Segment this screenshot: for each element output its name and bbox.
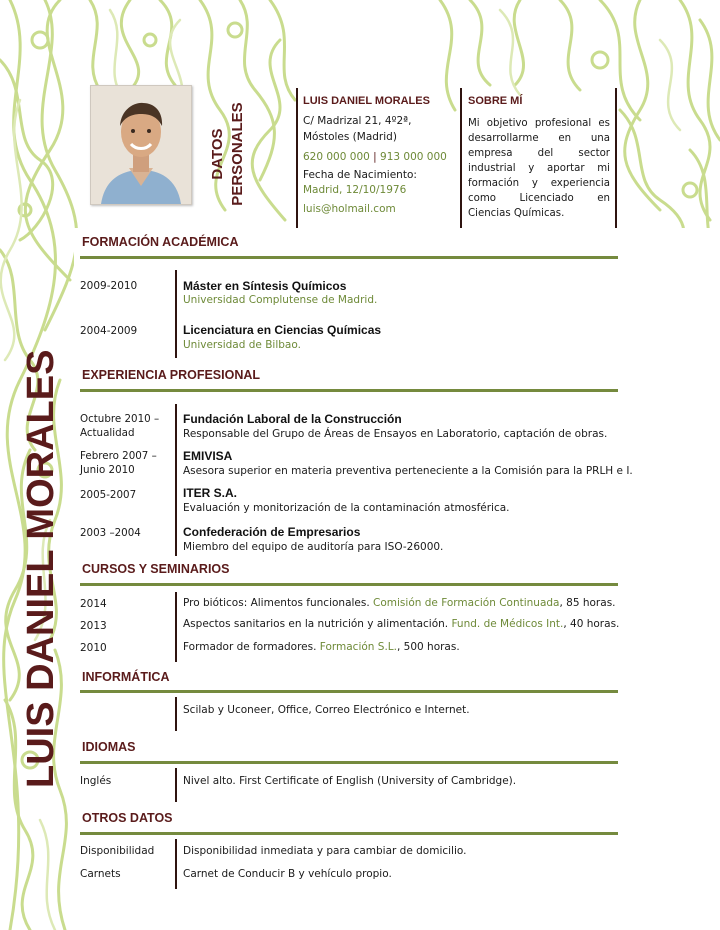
experience-desc-2: Asesora superior en materia preventiva perteneciente a la Comisión para la PRLH e I. [183, 465, 633, 477]
other-text-2: Carnet de Conducir B y vehículo propio. [183, 868, 392, 880]
it-text: Scilab y Uconeer, Office, Correo Electrónico e Internet. [183, 704, 470, 716]
birth-label: Fecha de Nacimiento: [303, 169, 417, 181]
language-text: Nivel alto. First Certificate of English (University of Cambridge). [183, 775, 517, 787]
course-tail-3: , 500 horas. [396, 641, 460, 653]
it-rule [80, 690, 618, 693]
experience-date-4 [80, 526, 141, 540]
languages-rule [80, 761, 618, 764]
experience-date-2-end: Junio 2010 [80, 464, 135, 476]
address-line-1: C/ Madrizal 21, 4º2ª, [303, 115, 412, 127]
languages-title: IDIOMAS [82, 740, 136, 754]
course-line-1 [183, 597, 616, 609]
education-date-1: 2009-2010 [80, 280, 138, 292]
course-tail-1: , 85 horas. [559, 597, 616, 609]
course-date-1: 2014 [80, 598, 107, 610]
experience-title-1: Fundación Laboral de la Construcción [183, 412, 402, 426]
education-title-1: Máster en Síntesis Químicos [183, 279, 347, 293]
header-divider-3 [615, 88, 617, 228]
profile-photo [90, 85, 192, 205]
course-org-2: Fund. de Médicos Int. [451, 618, 564, 630]
about-text: Mi objetivo profesional es desarrollarme en una empresa del sector industrial y aportar mi formación y experiencia como Licenciado en Ciencias Químicas. [468, 118, 610, 219]
other-title: OTROS DATOS [82, 811, 173, 825]
other-divider [175, 839, 177, 889]
education-place-1: Universidad Complutense de Madrid. [183, 294, 378, 306]
education-place-2: Universidad de Bilbao. [183, 339, 301, 351]
experience-date-2 [80, 449, 157, 477]
language-label: Inglés [80, 775, 112, 787]
other-label-1: Disponibilidad [80, 845, 155, 857]
about-title: SOBRE MÍ [468, 95, 523, 107]
education-divider [175, 270, 177, 358]
experience-date-3-start: 2005-2007 [80, 489, 137, 501]
course-line-2 [183, 618, 619, 630]
education-date-2: 2004-2009 [80, 325, 138, 337]
experience-title-2: EMIVISA [183, 449, 233, 463]
experience-date-4-start: 2003 –2004 [80, 527, 141, 539]
header-divider-2 [460, 88, 462, 228]
experience-title-3: ITER S.A. [183, 486, 238, 500]
person-photo-icon [91, 86, 191, 204]
experience-date-1 [80, 412, 159, 440]
course-tail-2: , 40 horas. [563, 618, 620, 630]
address-line-2: Móstoles (Madrid) [303, 131, 397, 143]
experience-desc-3: Evaluación y monitorización de la contaminación atmosférica. [183, 502, 510, 514]
experience-desc-1: Responsable del Grupo de Áreas de Ensayos en Laboratorio, captación de obras. [183, 428, 608, 440]
education-title: FORMACIÓN ACADÉMICA [82, 235, 239, 249]
course-org-3: Formación S.L. [319, 641, 397, 653]
personal-section-title-text: DATOS PERSONALES [209, 102, 246, 206]
course-date-2: 2013 [80, 620, 107, 632]
phone-separator: | [373, 151, 377, 163]
experience-divider [175, 404, 177, 556]
birth-value: Madrid, 12/10/1976 [303, 184, 407, 196]
experience-date-3 [80, 488, 136, 502]
experience-title-4: Confederación de Empresarios [183, 525, 361, 539]
course-date-3: 2010 [80, 642, 107, 654]
it-title: INFORMÁTICA [82, 670, 170, 684]
it-divider [175, 697, 177, 731]
sidebar-name-text: LUIS DANIEL MORALES [20, 349, 62, 788]
experience-date-1-end: Actualidad [80, 427, 135, 439]
course-org-1: Comisión de Formación Continuada [373, 597, 560, 609]
personal-section-title [208, 96, 258, 214]
course-text-2: Aspectos sanitarios en la nutrición y alimentación. [183, 618, 449, 630]
languages-divider [175, 768, 177, 802]
sidebar-name [0, 300, 70, 800]
experience-desc-4: Miembro del equipo de auditoría para ISO-26000. [183, 541, 444, 553]
experience-rule [80, 389, 618, 392]
experience-date-1-start: Octubre 2010 – [80, 413, 160, 425]
experience-date-2-start: Febrero 2007 – [80, 450, 157, 462]
experience-title: EXPERIENCIA PROFESIONAL [82, 368, 261, 382]
course-text-1: Pro bióticos: Alimentos funcionales. [183, 597, 370, 609]
courses-title: CURSOS Y SEMINARIOS [82, 562, 230, 576]
phone-row [303, 151, 447, 163]
contact-name: LUIS DANIEL MORALES [303, 95, 430, 107]
phone-1[interactable]: 620 000 000 [303, 151, 370, 163]
course-line-3 [183, 641, 460, 653]
courses-rule [80, 583, 618, 586]
header-divider-1 [296, 88, 298, 228]
other-rule [80, 832, 618, 835]
education-title-2: Licenciatura en Ciencias Químicas [183, 323, 382, 337]
phone-2[interactable]: 913 000 000 [380, 151, 447, 163]
other-label-2: Carnets [80, 868, 121, 880]
education-rule [80, 256, 618, 259]
courses-divider [175, 592, 177, 662]
course-text-3: Formador de formadores. [183, 641, 317, 653]
email-link[interactable]: luis@holmail.com [303, 203, 396, 215]
other-text-1: Disponibilidad inmediata y para cambiar de domicilio. [183, 845, 467, 857]
